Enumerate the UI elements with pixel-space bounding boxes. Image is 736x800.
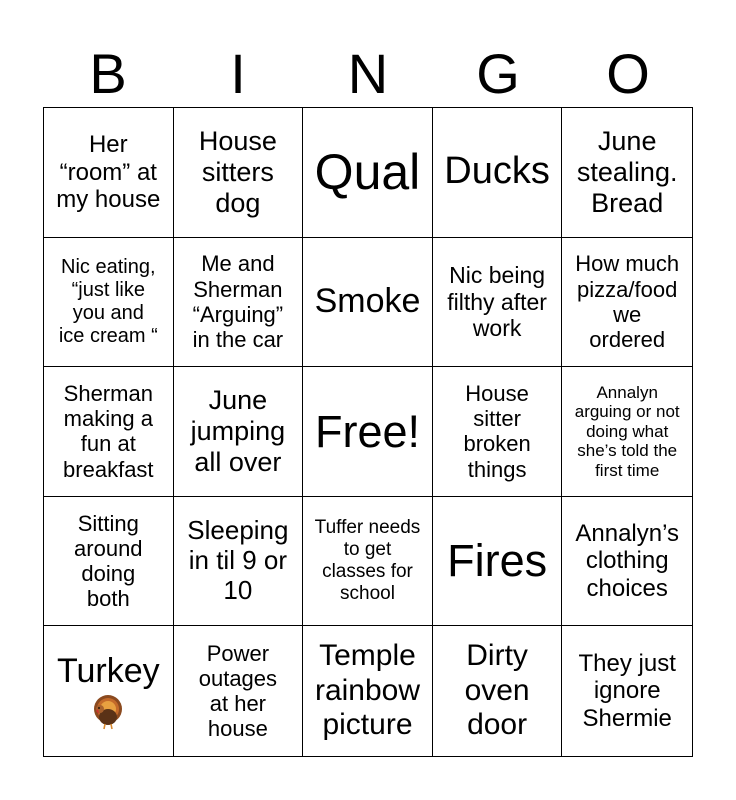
cell-label: Smoke bbox=[314, 282, 421, 321]
bingo-cell-r4-c5[interactable] bbox=[562, 497, 692, 627]
bingo-cell-r5-c2[interactable] bbox=[174, 626, 304, 756]
cell-label: Fires bbox=[447, 535, 548, 587]
bingo-cell-r1-c1[interactable] bbox=[44, 108, 174, 238]
bingo-cell-r1-c5[interactable] bbox=[562, 108, 692, 238]
bingo-cell-r2-c1[interactable] bbox=[44, 238, 174, 368]
cell-label: Nic eating, “just like you and ice cream “ bbox=[58, 255, 158, 347]
cell-label: Her “room” at my house bbox=[56, 130, 161, 214]
cell-label: June stealing. Bread bbox=[576, 125, 678, 218]
cell-label: Tuffer needs to get classes for school bbox=[314, 517, 421, 604]
bingo-cell-r3-c5[interactable] bbox=[562, 367, 692, 497]
bingo-header bbox=[43, 40, 693, 108]
bingo-cell-r4-c3[interactable] bbox=[303, 497, 433, 627]
cell-label: Sitting around doing both bbox=[74, 510, 143, 612]
cell-label: House sitter broken things bbox=[463, 380, 531, 482]
cell-label: Sleeping in til 9 or 10 bbox=[187, 515, 289, 606]
cell-label: Annalyn arguing or not doing what she’s told the first time bbox=[574, 382, 680, 480]
header-letter-n: N bbox=[347, 42, 389, 105]
bingo-cell-r2-c4[interactable] bbox=[433, 238, 563, 368]
header-letter-o: O bbox=[606, 42, 650, 105]
header-letter-b: B bbox=[89, 42, 127, 105]
bingo-cell-r1-c2[interactable] bbox=[174, 108, 304, 238]
header-letter-i: I bbox=[230, 42, 246, 105]
cell-label: Ducks bbox=[444, 150, 550, 193]
bingo-cell-r1-c4[interactable] bbox=[433, 108, 563, 238]
bingo-cell-r5-c4[interactable] bbox=[433, 626, 563, 756]
bingo-cell-r4-c4[interactable] bbox=[433, 497, 563, 627]
cell-label: Power outages at her house bbox=[198, 640, 278, 742]
bingo-cell-r4-c1[interactable] bbox=[44, 497, 174, 627]
bingo-cell-r5-c1[interactable] bbox=[44, 626, 174, 756]
cell-label: How much pizza/food we ordered bbox=[575, 251, 680, 353]
bingo-cell-r3-c3[interactable] bbox=[303, 367, 433, 497]
cell-label: House sitters dog bbox=[198, 125, 277, 218]
bingo-cell-r3-c2[interactable] bbox=[174, 367, 304, 497]
bingo-card-grid bbox=[43, 107, 693, 757]
free-space: Free! bbox=[314, 405, 420, 457]
cell-label: Dirty oven door bbox=[464, 639, 530, 742]
bingo-cell-r2-c5[interactable] bbox=[562, 238, 692, 368]
header-letter-g: G bbox=[476, 42, 520, 105]
cell-label: Temple rainbow picture bbox=[314, 639, 421, 742]
bingo-cell-r5-c3[interactable] bbox=[303, 626, 433, 756]
cell-label: Me and Sherman “Arguing” in the car bbox=[192, 251, 284, 353]
bingo-cell-r1-c3[interactable] bbox=[303, 108, 433, 238]
bingo-cell-r3-c4[interactable] bbox=[433, 367, 563, 497]
cell-label: They just ignore Shermie bbox=[578, 649, 676, 732]
cell-label: Turkey bbox=[56, 651, 160, 690]
bingo-cell-r3-c1[interactable] bbox=[44, 367, 174, 497]
bingo-cell-r5-c5[interactable] bbox=[562, 626, 692, 756]
turkey-icon bbox=[88, 691, 128, 731]
cell-label: Sherman making a fun at breakfast bbox=[63, 380, 154, 482]
cell-label: Annalyn’s clothing choices bbox=[575, 519, 680, 602]
cell-label: Nic being filthy after work bbox=[447, 262, 547, 342]
cell-label: June jumping all over bbox=[190, 384, 286, 478]
bingo-cell-r2-c2[interactable] bbox=[174, 238, 304, 368]
bingo-cell-r4-c2[interactable] bbox=[174, 497, 304, 627]
cell-label: Qual bbox=[314, 143, 421, 200]
bingo-cell-r2-c3[interactable] bbox=[303, 238, 433, 368]
